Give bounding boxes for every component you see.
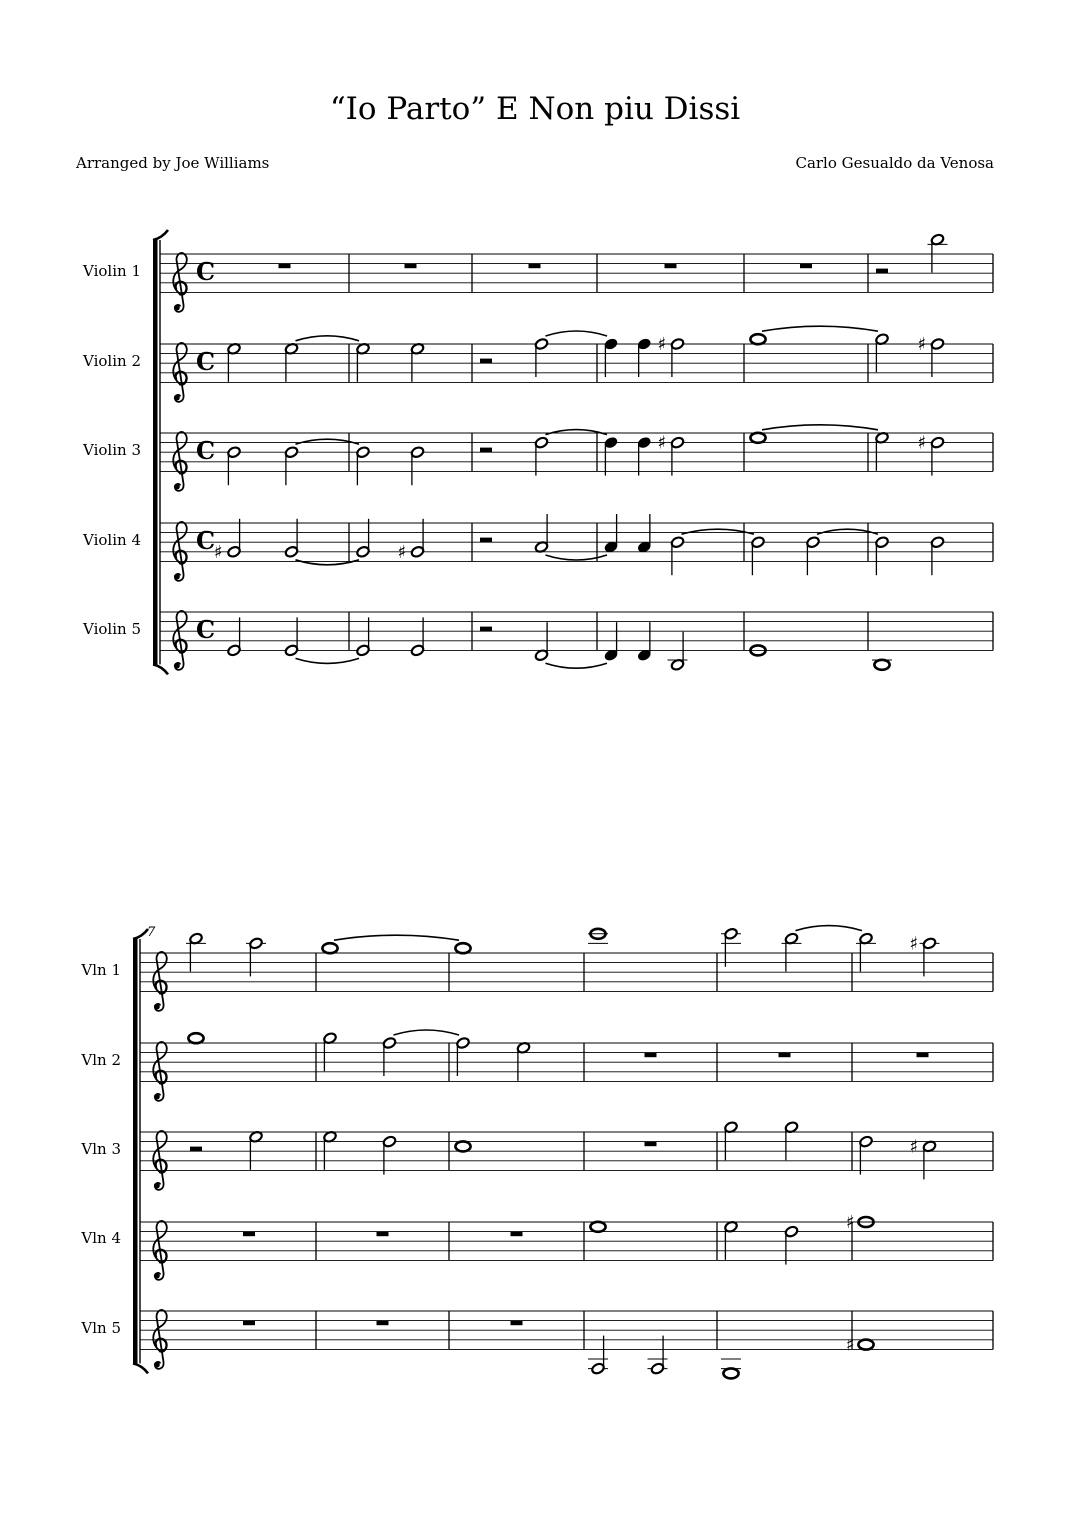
- whole-rest-icon: [377, 1321, 389, 1326]
- tie: [762, 326, 878, 331]
- tie: [296, 336, 360, 341]
- system-1: [82, 230, 993, 674]
- system-bracket: [133, 939, 138, 1363]
- tie: [546, 331, 608, 336]
- tie: [762, 425, 878, 430]
- whole-note-head: [455, 1141, 470, 1151]
- instrument-label: Violin 2: [83, 352, 141, 370]
- tie: [682, 529, 755, 534]
- sharp-accidental-icon: ♯: [846, 1212, 855, 1233]
- staff-3: [140, 1121, 993, 1190]
- sharp-accidental-icon: ♯: [657, 334, 667, 355]
- tie: [334, 935, 459, 940]
- instrument-label: Violin 4: [83, 531, 141, 549]
- whole-rest-icon: [243, 1232, 255, 1237]
- half-rest-icon: [480, 448, 492, 453]
- half-rest-icon: [190, 1147, 202, 1152]
- tie: [546, 555, 608, 560]
- time-signature: C: [196, 347, 216, 377]
- tie: [796, 926, 863, 931]
- whole-rest-icon: [779, 1053, 791, 1058]
- instrument-label: Vln 5: [81, 1319, 121, 1337]
- staff-2: [140, 1030, 993, 1101]
- staff-5: [160, 611, 993, 671]
- instrument-label: Vln 4: [81, 1229, 121, 1247]
- whole-note-head: [874, 660, 889, 670]
- time-signature: C: [196, 526, 216, 556]
- tie: [296, 658, 360, 663]
- sharp-accidental-icon: ♯: [917, 334, 927, 355]
- instrument-label: Vln 2: [81, 1051, 121, 1069]
- whole-rest-icon: [529, 264, 541, 269]
- instrument-label: Violin 3: [83, 441, 141, 459]
- time-signature: C: [196, 257, 216, 287]
- whole-rest-icon: [243, 1321, 255, 1326]
- instrument-label: Violin 5: [83, 620, 141, 638]
- half-rest-icon: [876, 269, 888, 274]
- staff-1: [140, 926, 993, 1011]
- sharp-accidental-icon: ♯: [909, 933, 919, 955]
- staff-4: [160, 514, 993, 581]
- sharp-accidental-icon: ♯: [917, 432, 927, 454]
- sharp-accidental-icon: ♯: [214, 541, 223, 563]
- bracket-tip: [153, 664, 168, 674]
- composer-credit: Carlo Gesualdo da Venosa: [795, 154, 994, 172]
- whole-note-head: [750, 433, 765, 443]
- tie: [817, 529, 878, 534]
- half-rest-icon: [480, 627, 492, 632]
- whole-note-head: [858, 1340, 873, 1350]
- whole-rest-icon: [665, 264, 677, 269]
- staff-2: [160, 326, 993, 402]
- whole-rest-icon: [645, 1142, 657, 1147]
- tie: [546, 430, 608, 435]
- whole-note-head: [590, 1222, 605, 1232]
- staff-5: [140, 1310, 993, 1378]
- arranger-credit: Arranged by Joe Williams: [76, 154, 270, 172]
- piece-title: “Io Parto” E Non piu Dissi: [329, 91, 741, 127]
- system-bracket: [153, 240, 158, 664]
- sharp-accidental-icon: ♯: [657, 432, 667, 454]
- staff-3: [160, 425, 993, 491]
- bracket-tip: [153, 230, 168, 240]
- sharp-accidental-icon: ♯: [846, 1334, 855, 1356]
- whole-note-head: [750, 334, 765, 344]
- whole-rest-icon: [377, 1232, 389, 1237]
- system-2: [80, 925, 993, 1378]
- whole-rest-icon: [279, 264, 291, 269]
- whole-note-head: [723, 1368, 738, 1378]
- instrument-label: Vln 3: [81, 1140, 121, 1158]
- whole-rest-icon: [405, 264, 417, 269]
- whole-rest-icon: [917, 1053, 929, 1058]
- instrument-label: Violin 1: [83, 262, 141, 280]
- bracket-tip: [133, 1363, 148, 1373]
- instrument-label: Vln 1: [81, 961, 121, 979]
- measure-number: 7: [147, 925, 156, 940]
- time-signature: C: [196, 615, 216, 645]
- whole-rest-icon: [511, 1321, 523, 1326]
- tie: [546, 663, 608, 668]
- whole-rest-icon: [511, 1232, 523, 1237]
- staff-1: [160, 233, 993, 312]
- staff-4: [140, 1212, 993, 1280]
- whole-note-head: [455, 943, 470, 953]
- half-rest-icon: [480, 359, 492, 364]
- sharp-accidental-icon: ♯: [397, 541, 407, 563]
- bracket-tip: [133, 929, 148, 939]
- whole-rest-icon: [800, 264, 812, 269]
- whole-note-head: [188, 1033, 203, 1043]
- whole-note-head: [322, 943, 337, 953]
- time-signature: C: [196, 436, 216, 466]
- half-rest-icon: [480, 538, 492, 543]
- sharp-accidental-icon: ♯: [909, 1136, 919, 1158]
- tie: [394, 1030, 460, 1035]
- whole-rest-icon: [645, 1053, 657, 1058]
